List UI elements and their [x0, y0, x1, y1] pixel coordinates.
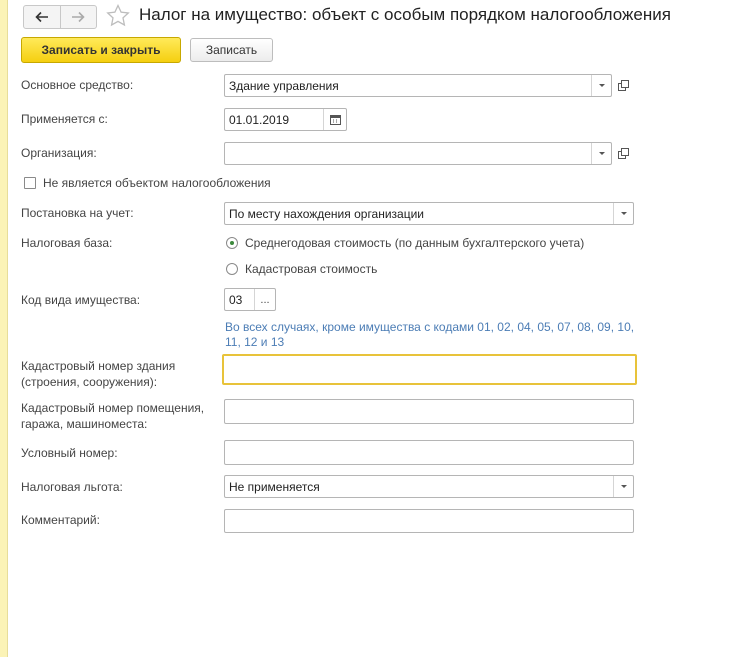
organization-field[interactable] — [224, 142, 612, 165]
fixed-asset-open-button[interactable] — [613, 75, 633, 95]
tax-benefit-label: Налоговая льгота: — [21, 480, 123, 494]
tax-benefit-field[interactable] — [224, 475, 634, 498]
organization-dropdown[interactable] — [591, 143, 611, 164]
room-cadastral-input[interactable] — [224, 399, 634, 424]
comment-input[interactable] — [224, 509, 634, 533]
calendar-button[interactable] — [323, 109, 346, 130]
tax-benefit-dropdown[interactable] — [613, 476, 633, 497]
arrow-left-icon — [35, 11, 49, 23]
chevron-down-icon — [621, 485, 627, 488]
tax-base-radio-average[interactable] — [226, 237, 238, 249]
conditional-number-input[interactable] — [224, 440, 634, 465]
open-window-icon — [618, 80, 629, 91]
registration-label: Постановка на учет: — [21, 206, 134, 220]
tax-base-option-cadastral[interactable]: Кадастровая стоимость — [245, 262, 378, 276]
room-cadastral-label-line1: Кадастровый номер помещения, — [21, 401, 205, 415]
not-taxable-checkbox[interactable] — [24, 177, 36, 189]
save-and-close-button[interactable]: Записать и закрыть — [21, 37, 181, 63]
property-code-value: 03 — [229, 293, 243, 307]
applies-from-date-field[interactable] — [224, 108, 347, 131]
tax-base-radio-cadastral[interactable] — [226, 263, 238, 275]
window-title: Налог на имущество: объект с особым порядком налогообложения — [139, 5, 671, 24]
property-code-hint: Во всех случаях, кроме имущества с кодами 01, 02, 04, 05, 07, 08, 09, 10, 11, 12 и 13 — [225, 320, 635, 349]
arrow-right-icon — [71, 11, 85, 23]
registration-value: По месту нахождения организации — [229, 207, 425, 221]
property-code-field[interactable] — [224, 288, 276, 311]
organization-open-button[interactable] — [613, 143, 633, 163]
comment-label: Комментарий: — [21, 513, 100, 527]
left-panel-strip — [0, 0, 8, 657]
organization-label: Организация: — [21, 146, 97, 160]
fixed-asset-field[interactable] — [224, 74, 612, 97]
navigation-buttons — [23, 5, 97, 29]
property-code-label: Код вида имущества: — [21, 293, 141, 307]
fixed-asset-value: Здание управления — [229, 79, 339, 93]
forward-button[interactable] — [60, 6, 97, 28]
building-cadastral-label-line1: Кадастровый номер здания — [21, 359, 176, 373]
favorite-star-icon[interactable] — [106, 4, 130, 27]
chevron-down-icon — [599, 152, 605, 155]
fixed-asset-dropdown[interactable] — [591, 75, 611, 96]
not-taxable-label[interactable]: Не является объектом налогообложения — [43, 176, 271, 190]
back-button[interactable] — [24, 6, 60, 28]
registration-field[interactable] — [224, 202, 634, 225]
tax-base-label: Налоговая база: — [21, 236, 113, 250]
fixed-asset-label: Основное средство: — [21, 78, 134, 92]
room-cadastral-label-line2: гаража, машиноместа: — [21, 417, 148, 431]
chevron-down-icon — [599, 84, 605, 87]
applies-from-label: Применяется с: — [21, 112, 108, 126]
tax-base-option-average[interactable]: Среднегодовая стоимость (по данным бухгалтерского учета) — [245, 236, 585, 250]
property-code-select-button[interactable]: ... — [254, 289, 275, 310]
tax-benefit-value: Не применяется — [229, 480, 320, 494]
open-window-icon — [618, 148, 629, 159]
save-button[interactable]: Записать — [190, 38, 273, 62]
applies-from-value: 01.01.2019 — [229, 113, 290, 127]
conditional-number-label: Условный номер: — [21, 446, 118, 460]
calendar-icon — [330, 114, 341, 125]
building-cadastral-input[interactable] — [222, 354, 637, 385]
building-cadastral-label-line2: (строения, сооружения): — [21, 375, 158, 389]
chevron-down-icon — [621, 212, 627, 215]
registration-dropdown[interactable] — [613, 203, 633, 224]
